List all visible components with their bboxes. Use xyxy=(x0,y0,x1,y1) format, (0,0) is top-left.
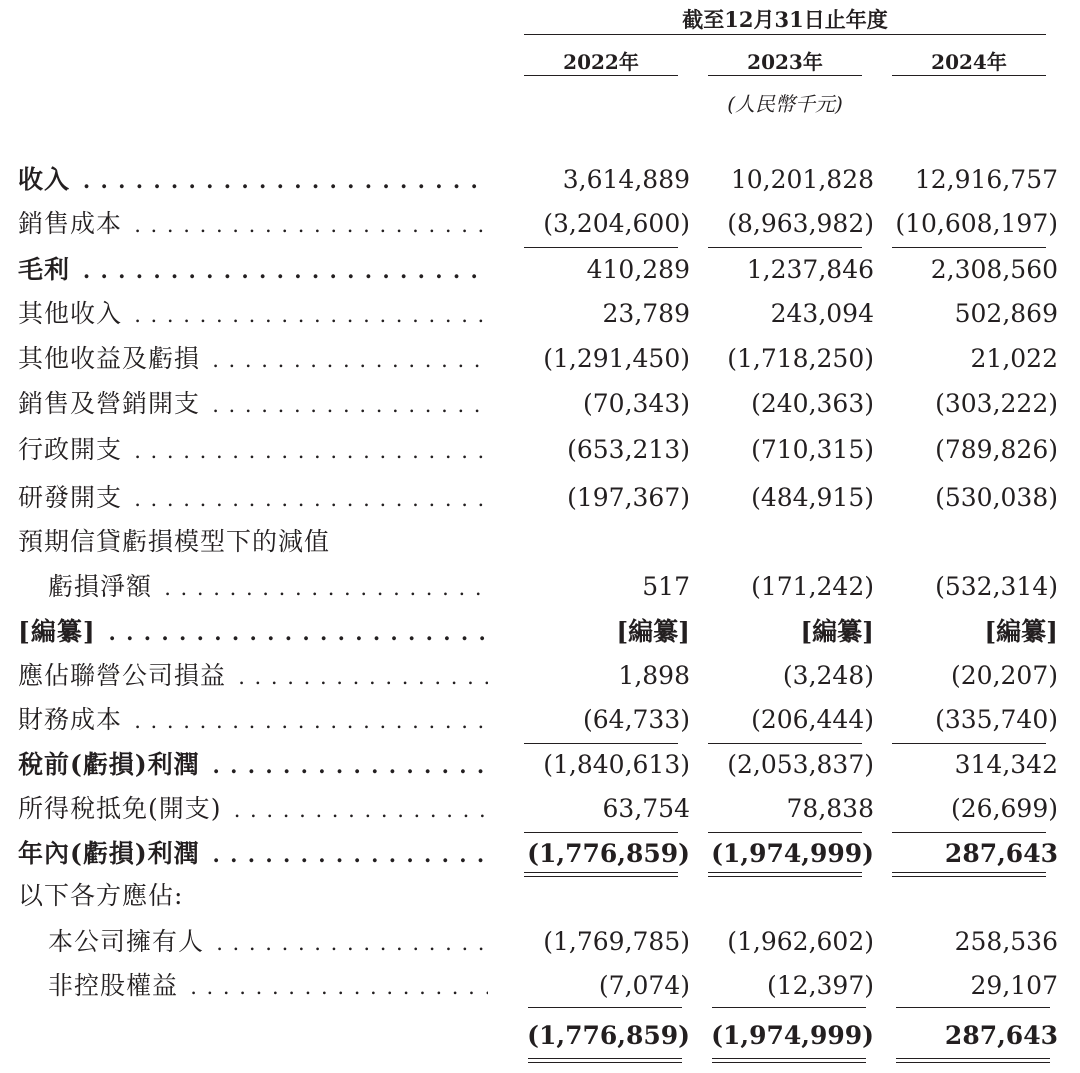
subtotal-rule xyxy=(892,743,1046,744)
year-rule-2024 xyxy=(892,75,1046,76)
value-2024: 502,869 xyxy=(954,299,1058,328)
row-label: 毛利 xyxy=(18,255,74,284)
row-other-income xyxy=(0,294,1080,334)
value-2024: (789,826) xyxy=(935,435,1058,464)
value-2022: 517 xyxy=(642,572,690,601)
value-2023: (1,718,250) xyxy=(727,344,874,373)
value-2024: (20,207) xyxy=(951,661,1058,690)
value-2023: [編纂] xyxy=(800,617,874,646)
value-2023: (206,444) xyxy=(751,705,874,734)
period-header-rule xyxy=(524,34,1046,35)
value-2023: (8,963,982) xyxy=(727,209,874,238)
value-2024: (530,038) xyxy=(935,483,1058,512)
value-2022: (3,204,600) xyxy=(543,209,690,238)
row-cost-of-sales xyxy=(0,204,1080,244)
row-research-development xyxy=(0,478,1080,518)
value-2024: 287,643 xyxy=(944,1021,1058,1050)
row-selling-marketing xyxy=(0,384,1080,424)
value-2024: (335,740) xyxy=(935,705,1058,734)
value-2024: 314,342 xyxy=(954,750,1058,779)
subtotal-rule xyxy=(528,1007,682,1008)
value-2022: (197,367) xyxy=(567,483,690,512)
value-2023: (171,242) xyxy=(751,572,874,601)
year-rule-2022 xyxy=(524,75,678,76)
value-2023: (1,974,999) xyxy=(711,1021,874,1050)
row-profit-before-tax xyxy=(0,745,1080,785)
row-revenue xyxy=(0,160,1080,200)
value-2022: 1,898 xyxy=(618,661,690,690)
row-label: 銷售成本 xyxy=(18,209,126,238)
subtotal-rule xyxy=(524,743,678,744)
row-label: 其他收益及虧損 xyxy=(18,344,204,373)
total-double-rule xyxy=(896,1058,1050,1063)
row-redacted xyxy=(0,612,1080,652)
value-2023: 243,094 xyxy=(770,299,874,328)
subtotal-rule xyxy=(708,832,862,833)
row-administrative xyxy=(0,430,1080,470)
row-label: 非控股權益 xyxy=(48,971,182,1000)
subtotal-rule xyxy=(524,832,678,833)
value-2023: 1,237,846 xyxy=(746,255,874,284)
subtotal-rule xyxy=(524,247,678,248)
row-label: 本公司擁有人 xyxy=(48,927,208,956)
row-share-of-associates xyxy=(0,656,1080,696)
value-2023: (3,248) xyxy=(782,661,874,690)
value-2022: (7,074) xyxy=(598,971,690,1000)
period-header: 截至12月31日止年度 xyxy=(682,7,888,32)
value-2022: (1,769,785) xyxy=(543,927,690,956)
value-2024: (532,314) xyxy=(935,572,1058,601)
year-header-2024: 2024年 xyxy=(931,50,1007,74)
row-label: 預期信貸虧損模型下的減值 xyxy=(18,527,334,556)
unit-label: (人民幣千元) xyxy=(727,92,843,116)
subtotal-rule xyxy=(896,1007,1050,1008)
subtotal-rule xyxy=(892,832,1046,833)
value-2022: (70,343) xyxy=(583,389,690,418)
value-2024: 21,022 xyxy=(970,344,1058,373)
value-2023: 78,838 xyxy=(786,794,874,823)
year-rule-2023 xyxy=(708,75,862,76)
subtotal-rule xyxy=(712,1007,866,1008)
value-2024: 287,643 xyxy=(944,839,1058,868)
value-2023: 10,201,828 xyxy=(730,165,874,194)
row-label: 財務成本 xyxy=(18,705,126,734)
row-ecl-net-impairment xyxy=(0,567,1080,607)
value-2022: (1,776,859) xyxy=(527,1021,690,1050)
value-2022: (1,776,859) xyxy=(527,839,690,868)
value-2024: [編纂] xyxy=(984,617,1058,646)
row-finance-costs xyxy=(0,700,1080,740)
value-2024: 12,916,757 xyxy=(914,165,1058,194)
value-2023: (484,915) xyxy=(751,483,874,512)
value-2022: (64,733) xyxy=(583,705,690,734)
value-2022: (1,291,450) xyxy=(543,344,690,373)
value-2023: (1,974,999) xyxy=(711,839,874,868)
value-2024: (26,699) xyxy=(951,794,1058,823)
value-2023: (710,315) xyxy=(751,435,874,464)
subtotal-rule xyxy=(708,743,862,744)
value-2023: (240,363) xyxy=(751,389,874,418)
row-gross-profit xyxy=(0,250,1080,290)
row-label: 行政開支 xyxy=(18,435,126,464)
row-profit-for-year xyxy=(0,834,1080,874)
value-2023: (2,053,837) xyxy=(727,750,874,779)
value-2023: (1,962,602) xyxy=(727,927,874,956)
subtotal-rule xyxy=(892,247,1046,248)
value-2022: (1,840,613) xyxy=(543,750,690,779)
row-label: 銷售及營銷開支 xyxy=(18,389,204,418)
year-header-2022: 2022年 xyxy=(563,50,639,74)
total-double-rule xyxy=(712,1058,866,1063)
value-2022: (653,213) xyxy=(567,435,690,464)
row-non-controlling-interests xyxy=(0,966,1080,1006)
row-label: 年內(虧損)利潤 xyxy=(18,839,204,868)
value-2024: (303,222) xyxy=(935,389,1058,418)
total-double-rule xyxy=(528,1058,682,1063)
value-2024: 258,536 xyxy=(954,927,1058,956)
value-2023: (12,397) xyxy=(767,971,874,1000)
row-label: 以下各方應佔: xyxy=(18,881,187,910)
row-label: 稅前(虧損)利潤 xyxy=(18,750,204,779)
row-other-gains-losses xyxy=(0,339,1080,379)
value-2024: (10,608,197) xyxy=(895,209,1058,238)
row-label: 其他收入 xyxy=(18,299,126,328)
row-label: 所得稅抵免(開支) xyxy=(18,794,226,823)
subtotal-rule xyxy=(708,247,862,248)
row-label: 研發開支 xyxy=(18,483,126,512)
row-total-attributable xyxy=(0,1016,1080,1056)
value-2022: 3,614,889 xyxy=(562,165,690,194)
value-2024: 29,107 xyxy=(970,971,1058,1000)
row-label: [編纂] xyxy=(18,617,100,646)
row-owners-of-company xyxy=(0,922,1080,962)
value-2022: 23,789 xyxy=(602,299,690,328)
value-2024: 2,308,560 xyxy=(930,255,1058,284)
row-label: 虧損淨額 xyxy=(48,572,156,601)
row-label: 應佔聯營公司損益 xyxy=(18,661,230,690)
value-2022: 410,289 xyxy=(586,255,690,284)
row-ecl-heading xyxy=(0,522,1080,562)
value-2022: 63,754 xyxy=(602,794,690,823)
value-2022: [編纂] xyxy=(616,617,690,646)
row-attributable-heading xyxy=(0,876,1080,916)
row-income-tax xyxy=(0,789,1080,829)
row-label: 收入 xyxy=(18,165,74,194)
year-header-2023: 2023年 xyxy=(747,50,823,74)
